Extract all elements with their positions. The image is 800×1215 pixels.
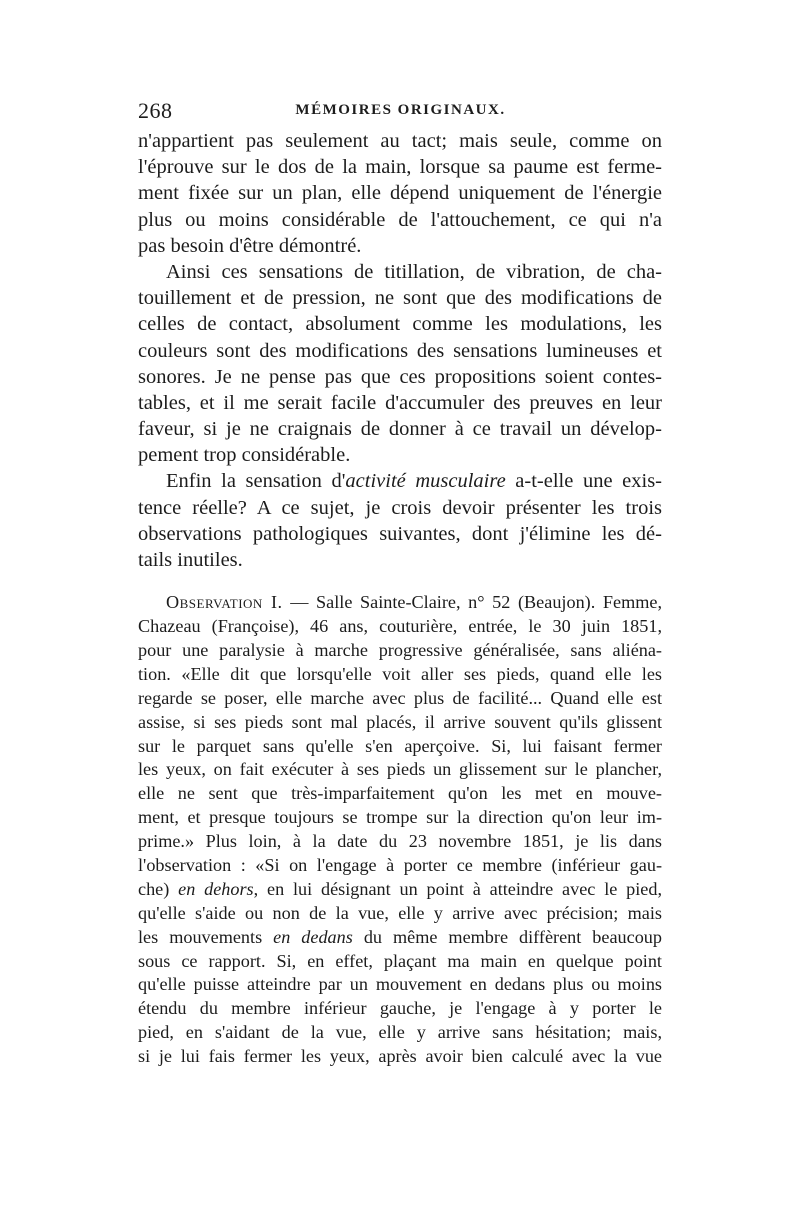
text-line: qu'elle puisse atteindre par un mouvement en dedans plus ou moins — [138, 974, 662, 995]
text-line: pour une paralysie à marche progressive généralisée, sans aliéna- — [138, 639, 662, 660]
text-line: tion. «Elle dit que lorsqu'elle voit aller ses pieds, quand elle les — [138, 663, 662, 684]
text-line: si je lui fais fermer les yeux, après avoir bien calculé avec la vue — [138, 1046, 662, 1067]
italic-text: activité musculaire — [345, 470, 506, 493]
text-line: Ainsi ces sensations de titillation, de vibration, de cha- — [166, 260, 662, 283]
text-line: Chazeau (Françoise), 46 ans, couturière, entrée, le 30 juin 1851, — [138, 616, 662, 637]
text-line: tence réelle? A ce sujet, je crois devoir présenter les trois — [138, 496, 662, 519]
text-run: les mouvements — [138, 926, 274, 947]
page-number: 268 — [138, 98, 173, 123]
text-run: a-t-elle une exis- — [505, 470, 662, 493]
text-line: tails inutiles. — [138, 549, 243, 571]
text-line: étendu du membre inférieur gauche, je l'engage à y porter le — [138, 998, 662, 1019]
text-line: couleurs sont des modifications des sensations lumineuses et — [138, 339, 662, 362]
text-line — [138, 591, 662, 615]
text-line: prime.» Plus loin, à la date du 23 novembre 1851, je lis dans — [138, 831, 662, 852]
text-line — [138, 926, 662, 950]
text-line: tables, et il me serait facile d'accumuler des preuves en leur — [138, 391, 662, 414]
text-line: l'éprouve sur le dos de la main, lorsque sa paume est ferme- — [138, 156, 662, 179]
text-line: ment, et presque toujours se trompe sur la direction qu'on leur im- — [138, 807, 662, 828]
text-line: observations pathologiques suivantes, dont j'élimine les dé- — [138, 522, 662, 545]
text-line: faveur, si je ne craignais de donner à ce travail un dévelop- — [138, 418, 662, 441]
running-head: MÉMOIRES ORIGINAUX. — [295, 102, 506, 118]
text-run: che) — [138, 878, 179, 899]
text-run: , en lui désignant un point à atteindre avec le pied, — [253, 878, 662, 899]
observation-paragraph — [138, 591, 662, 1069]
text-line: assise, si ses pieds sont mal placés, il arrive souvent qu'ils glissent — [138, 711, 662, 732]
observation-label: Observation I. — [166, 592, 283, 613]
text-line — [138, 878, 662, 902]
text-line: regarde se poser, elle marche avec plus de facilité... Quand elle est — [138, 687, 662, 708]
text-line: plus ou moins considérable de l'attouchement, ce qui n'a — [138, 208, 662, 231]
text-line: pement trop considérable. — [138, 444, 351, 467]
text-line: pied, en s'aidant de la vue, elle y arrive sans hésitation; mais, — [138, 1022, 662, 1043]
paragraph-1 — [138, 128, 662, 259]
text-line: celles de contact, absolument comme les modulations, les — [138, 313, 662, 336]
paragraph-2 — [138, 259, 662, 469]
text-line: sur le parquet sans qu'elle s'en aperçoive. Si, lui faisant fermer — [138, 735, 662, 756]
text-run: Enfin la sensation d' — [166, 470, 346, 493]
text-line: elle ne sent que très-imparfaitement qu'on les met en mouve- — [138, 783, 662, 804]
page-header — [138, 98, 663, 126]
text-line: sonores. Je ne pense pas que ces propositions soient contes- — [138, 365, 662, 388]
paragraph-3 — [138, 468, 662, 573]
text-line: l'observation : «Si on l'engage à porter ce membre (inférieur gau- — [138, 854, 662, 875]
text-line: n'appartient pas seulement au tact; mais seule, comme on — [138, 130, 662, 152]
text-line: sous ce rapport. Si, en effet, plaçant ma main en quelque point — [138, 950, 662, 971]
text-line: ment fixée sur un plan, elle dépend uniquement de l'énergie — [138, 182, 662, 205]
italic-text: en dedans — [273, 926, 353, 947]
italic-text: en dehors — [178, 878, 254, 899]
text-line: les yeux, on fait exécuter à ses pieds un glissement sur le plancher, — [138, 759, 662, 780]
text-line: touillement et de pression, ne sont que des modifications de — [138, 287, 662, 310]
text-line: pas besoin d'être démontré. — [138, 234, 362, 257]
text-line: qu'elle s'aide ou non de la vue, elle y arrive avec précision; mais — [138, 902, 662, 923]
text-run: — Salle Sainte-Claire, n° 52 (Beaujon). Femme, — [282, 592, 663, 613]
text-line — [138, 468, 662, 494]
body-text — [138, 128, 662, 1069]
text-run: du même membre diffèrent beaucoup — [352, 926, 662, 947]
spacer — [138, 573, 662, 591]
